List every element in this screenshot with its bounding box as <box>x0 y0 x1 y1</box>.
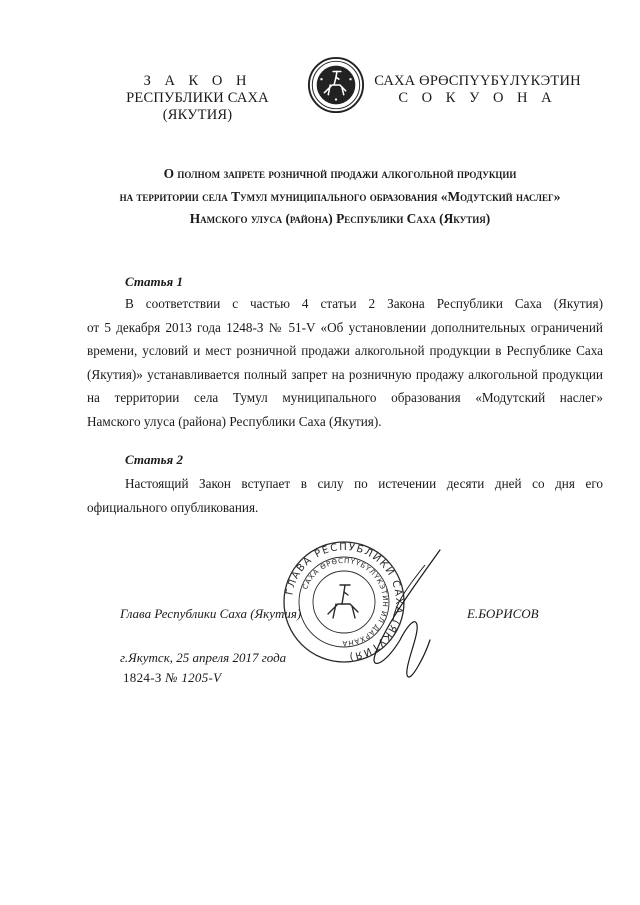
header-right-line2: С О К У О Н А <box>398 90 557 106</box>
seal-outer-text: ГЛАВА РЕСПУБЛИКИ САХА (ЯКУТИЯ) <box>284 541 405 662</box>
article1-line3: времени, условий и мест розничной продажи алкогольной продукции в Республике Саха <box>87 343 603 358</box>
header-left-line2: РЕСПУБЛИКИ САХА (ЯКУТИЯ) <box>126 90 269 123</box>
article2-line1: Настоящий Закон вступает в силу по истечении десяти дней со дня его <box>125 476 603 491</box>
article1-heading: Статья 1 <box>125 274 183 289</box>
article1-line4: (Якутия)» устанавливается полный запрет на розничную продажу алкогольной продукции <box>87 366 603 382</box>
article1-line6: Намского улуса (района) Республики Саха (Якутия). <box>87 413 382 429</box>
header-left <box>90 73 305 124</box>
article2-heading: Статья 2 <box>125 452 183 467</box>
article1-line1: В соответствии с частью 4 статьи 2 Закона Республики Саха (Якутия) <box>125 296 603 311</box>
title-line3: Намского улуса (района) Республики Саха (Якутия) <box>189 211 491 226</box>
registration-number <box>123 670 221 686</box>
coat-of-arms-icon <box>307 56 365 114</box>
article1-line2: от 5 декабря 2013 года 1248-З № 51-V «Об установлении дополнительных ограничений <box>87 319 603 335</box>
header-left-line1: З А К О Н <box>143 73 252 89</box>
seal-inner-text: САХА ӨРӨСПҮҮБҮЛҮКЭТИН ИЛ ДАРХАНА <box>301 556 390 648</box>
signatory-name: Е.БОРИСОВ <box>467 606 539 621</box>
header-right-line1: САХА ӨРӨСПҮҮБҮЛҮКЭТИН <box>374 73 581 89</box>
reg-number-suffix: № 1205-V <box>161 670 222 685</box>
reg-number-prefix: 1824-З <box>123 670 162 685</box>
header-right <box>370 73 585 107</box>
handwritten-signature-icon <box>345 545 455 695</box>
title-line1: О полном запрете розничной продажи алкогольной продукции <box>163 166 517 181</box>
article1-body <box>87 292 603 433</box>
signatory-position: Глава Республики Саха (Якутия) <box>120 606 302 621</box>
article1-line5: на территории села Тумул муниципального образования «Модутский наслег» <box>87 390 603 405</box>
article2-body <box>87 472 603 519</box>
place-and-date: г.Якутск, 25 апреля 2017 года <box>120 650 287 665</box>
title-line2: на территории села Тумул муниципального образования «Модутский наслег» <box>119 188 561 204</box>
law-title <box>60 163 620 231</box>
article2-line2: официального опубликования. <box>87 499 259 515</box>
